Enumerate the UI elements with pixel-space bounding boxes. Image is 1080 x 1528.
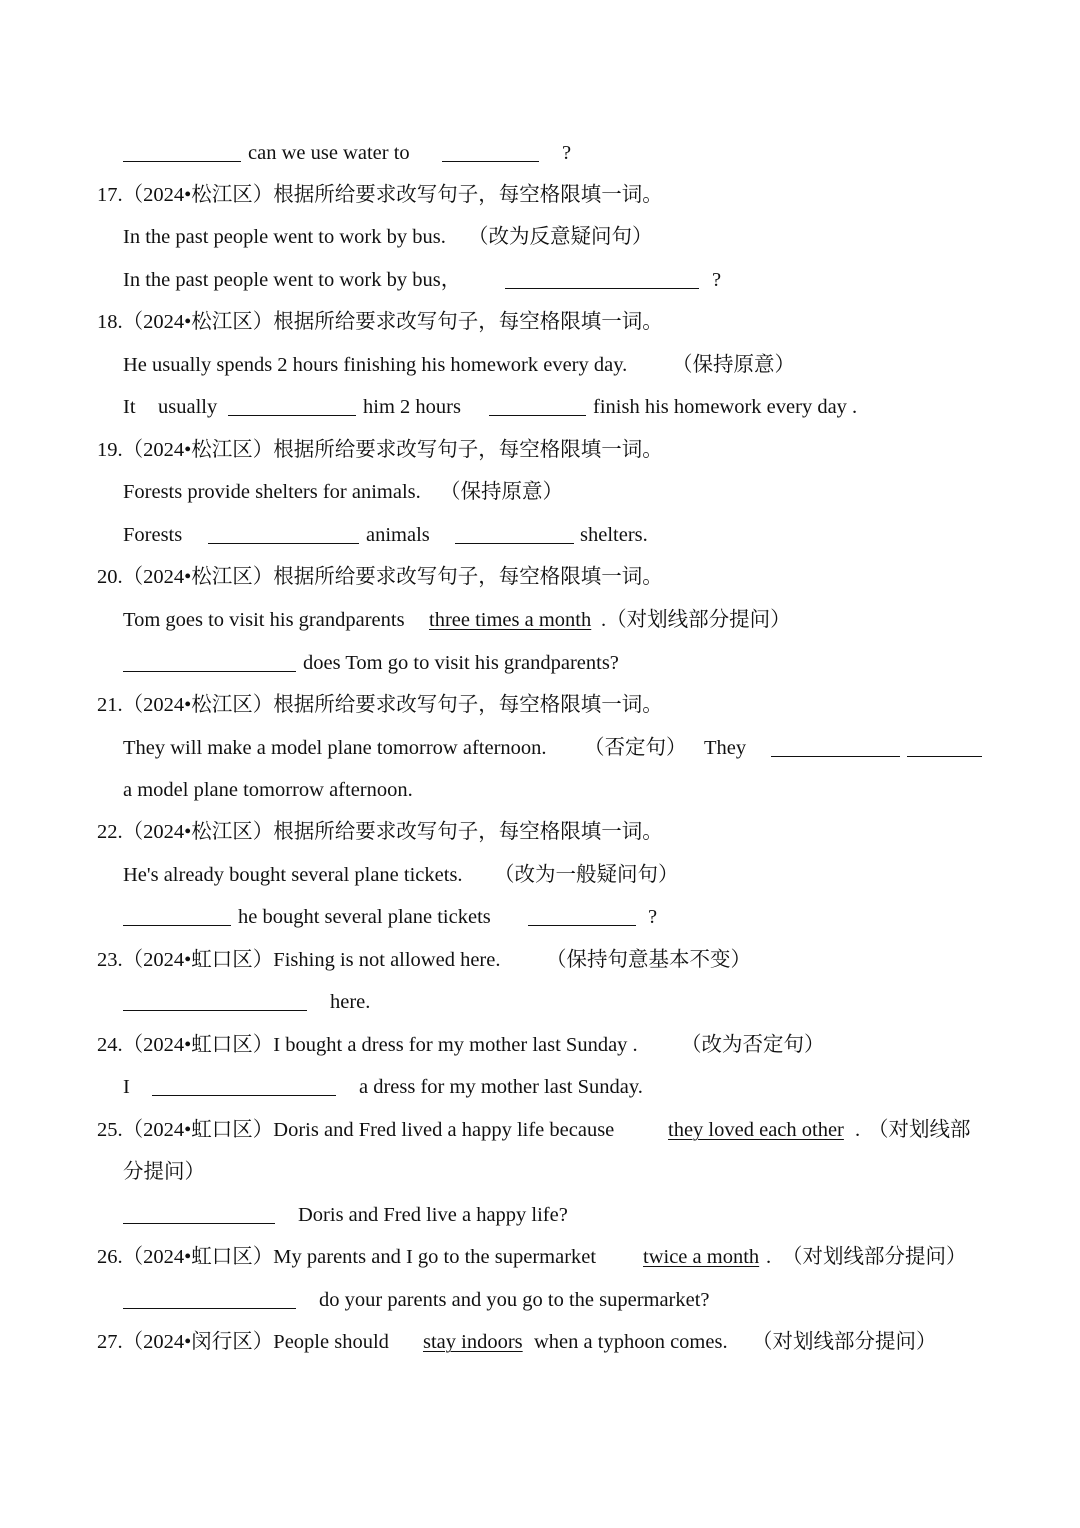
q17-header: 17.（2024•松江区）根据所给要求改写句子，每空格限填一词。 [97, 184, 663, 206]
answer-blank[interactable] [907, 756, 982, 757]
q19-prompt: Forests provide shelters for animals. （保持原意） [123, 481, 563, 503]
q20-answer-line: does Tom go to visit his grandparents? [0, 648, 1080, 678]
underlined-part: they loved each other [668, 1119, 844, 1141]
q26-header: 26.（2024•虹口区）My parents and I go to the supermarket twice a month . （对划线部分提问） [0, 1242, 1080, 1272]
q19-header: 19.（2024•松江区）根据所给要求改写句子，每空格限填一词。 [97, 439, 663, 461]
q25-header-continuation: 分提问） [123, 1161, 205, 1183]
q21-header: 21.（2024•松江区）根据所给要求改写句子，每空格限填一词。 [97, 694, 663, 716]
q18-prompt: He usually spends 2 hours finishing his homework every day. （保持原意） [123, 354, 795, 376]
q20-header: 20.（2024•松江区）根据所给要求改写句子，每空格限填一词。 [97, 566, 663, 588]
q27-header: 27.（2024•闵行区）People should stay indoors when a typhoon comes. （对划线部分提问） [0, 1327, 1080, 1357]
q23-answer-line: here. [0, 987, 1080, 1017]
answer-blank[interactable] [123, 1308, 296, 1309]
q25-answer-line: Doris and Fred live a happy life? [0, 1200, 1080, 1230]
answer-blank[interactable] [123, 925, 231, 926]
q16-answer-line: can we use water to ? [0, 138, 1080, 168]
answer-blank[interactable] [528, 925, 636, 926]
answer-blank[interactable] [228, 415, 356, 416]
underlined-part: twice a month [643, 1246, 760, 1268]
underlined-part: stay indoors [423, 1331, 523, 1353]
underlined-part: three times a month [429, 609, 592, 631]
q25-header: 25.（2024•虹口区）Doris and Fred lived a happy life because they loved each other . （对划线部 [0, 1115, 1080, 1145]
answer-blank[interactable] [123, 161, 241, 162]
q17-prompt: In the past people went to work by bus. （改为反意疑问句） [123, 226, 653, 248]
answer-blank[interactable] [455, 543, 574, 544]
answer-blank[interactable] [442, 161, 539, 162]
q17-answer-line: In the past people went to work by bus， ? [123, 269, 722, 291]
q19-answer-line: Forests animals shelters. [123, 524, 648, 546]
answer-blank[interactable] [123, 671, 296, 672]
q26-answer-line: do your parents and you go to the supermarket? [0, 1285, 1080, 1315]
q22-prompt: He's already bought several plane tickets. （改为一般疑问句） [123, 864, 679, 886]
q22-header: 22.（2024•松江区）根据所给要求改写句子，每空格限填一词。 [97, 821, 663, 843]
answer-blank[interactable] [771, 756, 900, 757]
answer-blank[interactable] [152, 1095, 336, 1096]
q22-answer-line: he bought several plane tickets ? [0, 902, 1080, 932]
answer-blank[interactable] [505, 288, 699, 289]
q21-prompt: They will make a model plane tomorrow afternoon. （否定句） They [0, 733, 1080, 763]
q18-header: 18.（2024•松江区）根据所给要求改写句子，每空格限填一词。 [97, 311, 663, 333]
answer-blank[interactable] [123, 1223, 275, 1224]
q18-answer-line: It usually him 2 hours finish his homework every day . [123, 396, 858, 418]
q21-continuation: a model plane tomorrow afternoon. [123, 779, 413, 801]
answer-blank[interactable] [489, 415, 586, 416]
q24-header: 24.（2024•虹口区）I bought a dress for my mother last Sunday . （改为否定句） [97, 1034, 825, 1056]
answer-blank[interactable] [123, 1010, 307, 1011]
q23-header: 23.（2024•虹口区）Fishing is not allowed here. （保持句意基本不变） [97, 949, 751, 971]
answer-blank[interactable] [208, 543, 359, 544]
q24-answer-line: I a dress for my mother last Sunday. [123, 1076, 643, 1098]
q20-prompt: Tom goes to visit his grandparents three times a month .（对划线部分提问） [0, 605, 1080, 635]
